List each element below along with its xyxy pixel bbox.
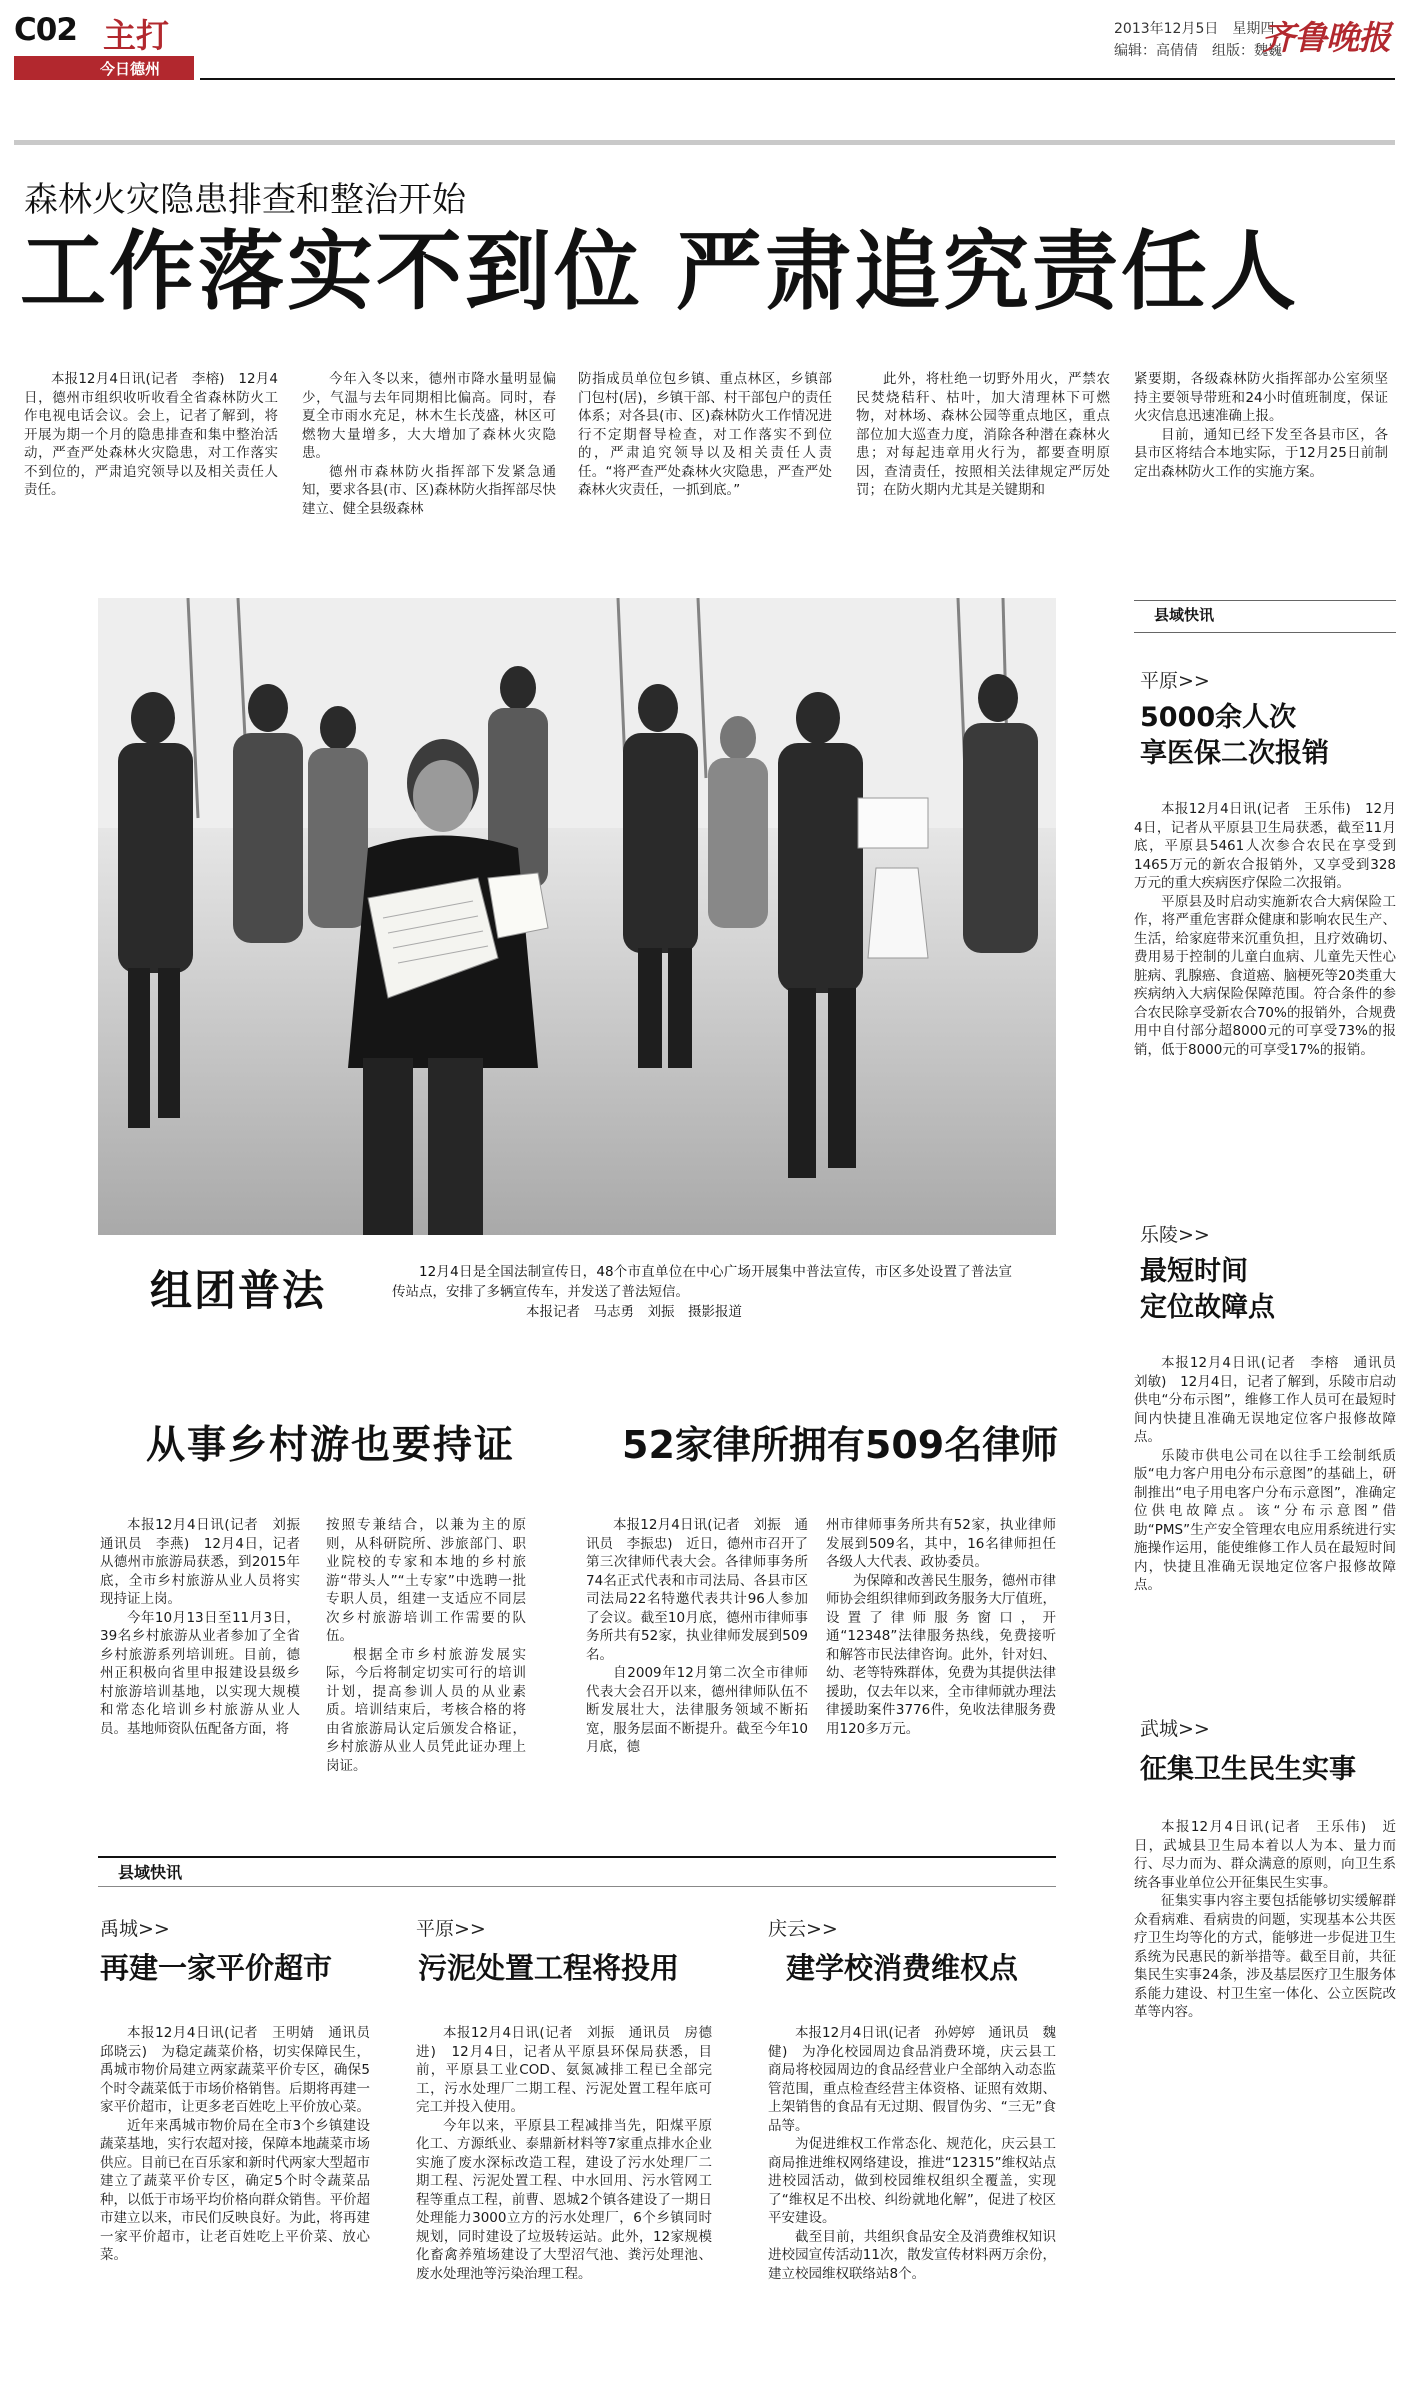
side-headline-line: 5000余人次 [1140, 702, 1297, 733]
subsection-name: 今日德州 [100, 60, 161, 78]
story-paragraph: 为保障和改善民生服务，德州市律师协会组织律师到政务服务大厅值班，设置了律师服务窗口，开通“12348”法律服务热线，免费接听和解答市民法律咨询。此外，针对妇、幼、老等特殊群体，免费为其提供法律援助，仅去年以来，全市律师就办理法律援助案件3776件，免收法律服务费用120多万元。 [826, 1572, 1056, 1737]
bottom-section-label: 县域快讯 [118, 1863, 183, 1882]
header-rule-thick [14, 140, 1395, 145]
side-section-rule [1134, 600, 1396, 601]
lead-paragraph: 目前，通知已经下发至各县市区，各县市区将结合本地实际，于12月25日前制定出森林防火工作的实施方案。 [1134, 426, 1388, 480]
side-headline-line: 享医保二次报销 [1140, 738, 1329, 769]
lead-paragraph: 此外，将杜绝一切野外用火，严禁农民焚烧秸秆、枯叶，加大清理林下可燃物，对林场、森林公园等重点地区，重点部位加大巡查力度，消除各种潜在森林火患；对每起违章用火行为，都要查明原因，查清责任，按照相关法律规定严厉处罚；在防火期内尤其是关键期和 [856, 371, 1110, 498]
side-headline-pingyuan [1140, 700, 1329, 772]
bottom-section-rule [98, 1856, 1056, 1858]
side-paragraph: 本报12月4日讯(记者 李榕 通讯员 刘敏) 12月4日，记者了解到，乐陵市启动供电“分布示图”，维修工作人员可在最短时间内快捷且准确无误地定位客户报修故障点。 [1134, 1355, 1409, 1445]
bottom-body-qingyun [768, 2024, 1056, 2283]
editor-line: 编辑：高倩倩 组版：魏巍 [1114, 43, 1282, 59]
side-paragraph: 本报12月4日讯(记者 王乐伟) 12月4日，记者从平原县卫生局获悉，截至11月底，平原县5461人次参合农民在享受到1465万元的新农合报销外，又享受到328万元的重大疾病医疗保险二次报销。 [1134, 801, 1396, 891]
side-county-pingyuan: 平原>> [1140, 670, 1210, 692]
story-paragraph: 今年10月13日至11月3日，39名乡村旅游从业者参加了全省乡村旅游系列培训班。目前，德州正积极向省里申报建设县级乡村旅游培训基地，以实现大规模和常态化培训乡村旅游从业人员。基地师资队伍配备方面，将 [100, 1609, 300, 1737]
news-photo-illustration [98, 598, 1056, 1235]
story-paragraph: 自2009年12月第二次全市律师代表大会召开以来，德州律师队伍不断发展壮大，法律服务领域不断拓宽，服务层面不断提升。截至今年10月底，德 [586, 1665, 808, 1755]
header-rule [200, 78, 1395, 80]
subsection-bar [14, 56, 194, 80]
bottom-body-pingyuan [416, 2024, 712, 2283]
side-county-wucheng: 武城>> [1140, 1718, 1210, 1740]
story-rural-column-2 [326, 1516, 526, 1775]
side-paragraph: 征集实事内容主要包括能够切实缓解群众看病难、看病贵的问题，实现基本公共医疗卫生均等化的方式，能够进一步促进卫生系统为民惠民的新举措等。截至目前，共征集民生实事24条，涉及基层医疗卫生服务体系能力建设、村卫生室一体化、公立医院改革等内容。 [1134, 1893, 1396, 2020]
lead-column-2 [302, 370, 556, 518]
story-law-headline: 52家律所拥有509名律师 [622, 1423, 1059, 1467]
photo-title: 组团普法 [150, 1266, 327, 1315]
bottom-headline-qingyun: 建学校消费维权点 [786, 1951, 1019, 1985]
story-law-column-1 [586, 1516, 808, 1757]
story-paragraph: 根据全市乡村旅游发展实际，今后将制定切实可行的培训计划，提高参训人员的从业素质。培训结束后，考核合格的将由省旅游局认定后颁发合格证，乡村旅游从业人员凭此证办理上岗证。 [326, 1646, 526, 1774]
lead-column-4 [856, 370, 1110, 500]
lead-column-3 [578, 370, 832, 500]
bottom-section-rule-lower [98, 1886, 1056, 1887]
page-number: C02 [14, 12, 77, 48]
side-county-leling: 乐陵>> [1140, 1224, 1210, 1246]
lead-paragraph: 德州市森林防火指挥部下发紧急通知，要求各县(市、区)森林防火指挥部尽快建立、健全县级森林 [302, 463, 556, 517]
lead-column-5 [1134, 370, 1388, 481]
side-headline-wucheng [1140, 1752, 1356, 1788]
bottom-paragraph: 本报12月4日讯(记者 王明婧 通讯员 邱晓云) 为稳定蔬菜价格，切实保障民生，禹城市物价局建立两家蔬菜平价专区，确保5个时令蔬菜低于市场价格销售。后期将再建一家平价超市，让更多老百姓吃上平价放心菜。 [100, 2025, 384, 2115]
lead-kicker: 森林火灾隐患排查和整治开始 [24, 180, 466, 220]
side-body-wucheng [1134, 1818, 1396, 2022]
side-body-leling [1134, 1354, 1409, 1595]
side-paragraph: 本报12月4日讯(记者 王乐伟) 近日，武城县卫生局本着以人为本、量力而行、尽力而为、群众满意的原则，向卫生系统各事业单位公开征集民生实事。 [1134, 1819, 1396, 1891]
side-body-pingyuan [1134, 800, 1396, 1059]
lead-column-1 [24, 370, 278, 500]
side-section-label: 县域快讯 [1154, 606, 1215, 624]
side-headline-line: 征集卫生民生实事 [1140, 1754, 1356, 1785]
story-rural-column-1 [100, 1516, 314, 1738]
photo-caption-text: 12月4日是全国法制宣传日，48个市直单位在中心广场开展集中普法宣传，市区多处设置了普法宣传站点，安排了多辆宣传车，并发送了普法短信。 [392, 1264, 1012, 1300]
news-photo [98, 598, 1056, 1235]
story-paragraph: 本报12月4日讯(记者 刘振 通讯员 李燕) 12月4日，记者从德州市旅游局获悉，到2015年底，全市乡村旅游从业人员将实现持证上岗。 [100, 1517, 314, 1607]
lead-paragraph: 紧要期，各级森林防火指挥部办公室须坚持主要领导带班和24小时值班制度，保证火灾信息迅速准确上报。 [1134, 371, 1388, 424]
side-paragraph: 乐陵市供电公司在以往手工绘制纸质版“电力客户用电分布示意图”的基础上，研制推出“电子用电客户分布示意图”，准确定位供电故障点。该“分布示意图”借助“PMS”生产安全管理农电应用系统进行实施操作运用，能使维修工作人员在最短时间内，快捷且准确无误地定位客户报修故障点。 [1134, 1447, 1396, 1593]
side-headline-line: 定位故障点 [1140, 1292, 1275, 1323]
bottom-county-yucheng: 禹城>> [100, 1918, 170, 1940]
section-name: 主打 [103, 16, 169, 55]
bottom-paragraph: 近年来禹城市物价局在全市3个乡镇建设蔬菜基地，实行农超对接，保障本地蔬菜市场供应。目前已在百乐家和新时代两家大型超市建立了蔬菜平价专区，确定5个时令蔬菜品种，以低于市场平均价格向群众销售。平价超市建立以来，市民们反映良好。为此，将再建一家平价超市，让老百姓吃上平价菜、放心菜。 [100, 2117, 370, 2263]
bottom-paragraph: 为促进维权工作常态化、规范化，庆云县工商局推进维权网络建设，推进“12315”维权站点进校园活动，做到校园维权组织全覆盖，实现了“维权足不出校、纠纷就地化解”，促进了校区平安建设。 [768, 2136, 1056, 2226]
bottom-paragraph: 本报12月4日讯(记者 孙婷婷 通讯员 魏健) 为净化校园周边食品消费环境，庆云县工商局将校园周边的食品经营业户全部纳入动态监管范围，重点检查经营主体资格、证照有效期、上架销售的食品有无过期、假冒伪劣、“三无”食品等。 [768, 2025, 1056, 2134]
photo-caption [392, 1262, 1012, 1322]
story-rural-headline: 从事乡村游也要持证 [146, 1423, 516, 1468]
bottom-county-pingyuan: 平原>> [416, 1918, 486, 1940]
bottom-body-yucheng [100, 2024, 384, 2265]
story-paragraph: 州市律师事务所共有52家，执业律师发展到509名，其中，16名律师担任各级人大代表、政协委员。 [826, 1517, 1056, 1570]
page-header [0, 0, 1409, 90]
side-paragraph: 平原县及时启动实施新农合大病保险工作，将严重危害群众健康和影响农民生产、生活，给家庭带来沉重负担，且疗效确切、费用易于控制的儿童白血病、儿童先天性心脏病、乳腺癌、食道癌、脑梗死等20类重大疾病纳入大病保险保障范围。符合条件的参合农民除享受新农合70%的报销外，合规费用中自付部分超8000元的可享受73%的报销，低于8000元的可享受17%的报销。 [1134, 893, 1396, 1058]
side-headline-line: 最短时间 [1140, 1256, 1248, 1287]
lead-paragraph: 今年入冬以来，德州市降水量明显偏少，气温与去年同期相比偏高。同时，春夏全市雨水充足，林木生长茂盛，林区可燃物大量增多，大大增加了森林火灾隐患。 [302, 371, 556, 461]
side-section-rule-lower [1134, 632, 1396, 633]
bottom-headline-pingyuan: 污泥处置工程将投用 [418, 1951, 680, 1985]
bottom-paragraph: 截至目前，共组织食品安全及消费维权知识进校园宣传活动11次，散发宣传材料两万余份，建立校园维权联络站8个。 [768, 2228, 1056, 2282]
masthead-logo: 齐鲁晚报 [1262, 18, 1390, 57]
bottom-paragraph: 本报12月4日讯(记者 刘振 通讯员 房德进) 12月4日，记者从平原县环保局获悉，目前，平原县工业COD、氨氮减排工程已全部完工，污水处理厂二期工程、污泥处置工程年底可完工并投入使用。 [416, 2025, 712, 2115]
lead-paragraph: 防指成员单位包乡镇、重点林区，乡镇部门包村(居)，乡镇干部、村干部包户的责任体系；对各县(市、区)森林防火工作情况进行不定期督导检查，对工作落实不到位的，严肃追究领导以及相关责任人责任。“将严查严处森林火灾隐患，严查严处森林火灾责任，一抓到底。” [578, 371, 832, 498]
lead-paragraph: 本报12月4日讯(记者 李榕) 12月4日，德州市组织收听收看全省森林防火工作电视电话会议。会上，记者了解到，将开展为期一个月的隐患排查和集中整治活动，严查严处森林火灾隐患，对工作落实不到位的，严肃追究领导以及相关责任人责任。 [24, 371, 278, 498]
lead-headline: 工作落实不到位 严肃追究责任人 [20, 222, 1299, 322]
bottom-paragraph: 今年以来，平原县工程减排当先，阳煤平原化工、方源纸业、泰鼎新材料等7家重点排水企业实施了废水深标改造工程，建设了污水处理厂二期工程、污泥处置工程、中水回用、污水管网工程等重点工程，前曹、恩城2个镇各建设了一期日处理能力3000立方的污水处理厂，6个乡镇同时规划，同时建设了垃圾转运站。此外，12家规模化畜禽养殖场建设了大型沼气池、粪污处理池、废水处理池等污染治理工程。 [416, 2117, 712, 2282]
date-line: 2013年12月5日 星期四 [1114, 21, 1275, 37]
story-law-column-2 [826, 1516, 1056, 1738]
photo-credit: 本报记者 马志勇 刘振 摄影报道 [526, 1304, 742, 1320]
story-paragraph: 本报12月4日讯(记者 刘振 通讯员 李振忠) 近日，德州市召开了第三次律师代表大会。各律师事务所74名正式代表和市司法局、各县市区司法局22名特邀代表共计96人参加了会议。截至10月底，德州市律师事务所共有52家，执业律师发展到509名。 [586, 1517, 808, 1663]
bottom-headline-yucheng: 再建一家平价超市 [100, 1951, 333, 1985]
story-paragraph: 按照专兼结合，以兼为主的原则，从科研院所、涉旅部门、职业院校的专家和本地的乡村旅游“带头人”“土专家”中选聘一批专职人员，组建一支适应不同层次乡村旅游培训工作需要的队伍。 [326, 1517, 526, 1644]
side-headline-leling [1140, 1254, 1275, 1326]
bottom-county-qingyun: 庆云>> [768, 1918, 838, 1940]
